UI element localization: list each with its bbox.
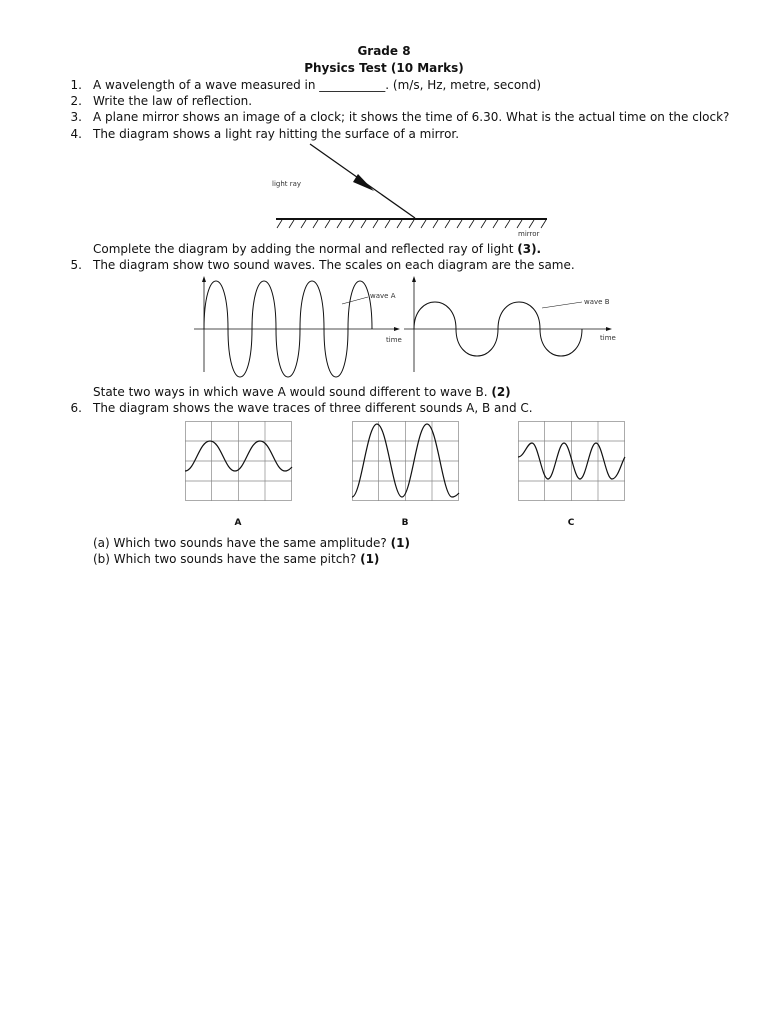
marks: (3).: [517, 242, 542, 256]
trace-b-label: B: [401, 518, 409, 528]
question-number: 2.: [70, 94, 82, 108]
wave-a-time-label: time: [386, 336, 402, 344]
marks: (1): [390, 536, 410, 550]
question-number: 5.: [70, 258, 82, 272]
mirror-hatching: [277, 220, 546, 228]
trace-grid: [352, 421, 459, 501]
mirror-label: mirror: [518, 230, 540, 238]
wave-b-time-label: time: [600, 334, 616, 342]
question-text: The diagram shows a light ray hitting the surface of a mirror.: [93, 127, 460, 141]
question-number: 4.: [70, 127, 82, 141]
question-text: The diagram shows the wave traces of three different sounds A, B and C.: [93, 401, 533, 415]
test-title: Physics Test (10 Marks): [304, 61, 464, 75]
question-number: 6.: [70, 401, 82, 415]
wave-b-label: wave B: [584, 298, 610, 306]
mirror-diagram: [260, 140, 560, 240]
q4-instruction: Complete the diagram by adding the normal and reflected ray of light (3).: [93, 242, 542, 256]
question-text: A wavelength of a wave measured in ___________. (m/s, Hz, metre, second): [93, 78, 542, 92]
wave-a-label: wave A: [370, 292, 396, 300]
question-number: 1.: [70, 78, 82, 92]
grade-heading: Grade 8: [357, 44, 411, 58]
question-text: The diagram show two sound waves. The scales on each diagram are the same.: [93, 258, 575, 272]
q6-part-b: (b) Which two sounds have the same pitch? (1): [93, 552, 380, 566]
marks: (1): [360, 552, 380, 566]
q5-instruction: State two ways in which wave A would sound different to wave B. (2): [93, 385, 511, 399]
question-text: A plane mirror shows an image of a clock; it shows the time of 6.30. What is the actual time on the clock?: [93, 110, 730, 124]
trace-c-label: C: [567, 518, 575, 528]
trace-c: [518, 421, 625, 531]
trace-b: [352, 421, 459, 531]
q6-part-a: (a) Which two sounds have the same amplitude? (1): [93, 536, 410, 550]
trace-a-label: A: [234, 518, 242, 528]
question-number: 3.: [70, 110, 82, 124]
light-ray-label: light ray: [272, 180, 302, 188]
trace-a: [185, 421, 292, 531]
sound-waves-diagram: [190, 272, 630, 380]
marks: (2): [491, 385, 511, 399]
question-text: Write the law of reflection.: [93, 94, 253, 108]
